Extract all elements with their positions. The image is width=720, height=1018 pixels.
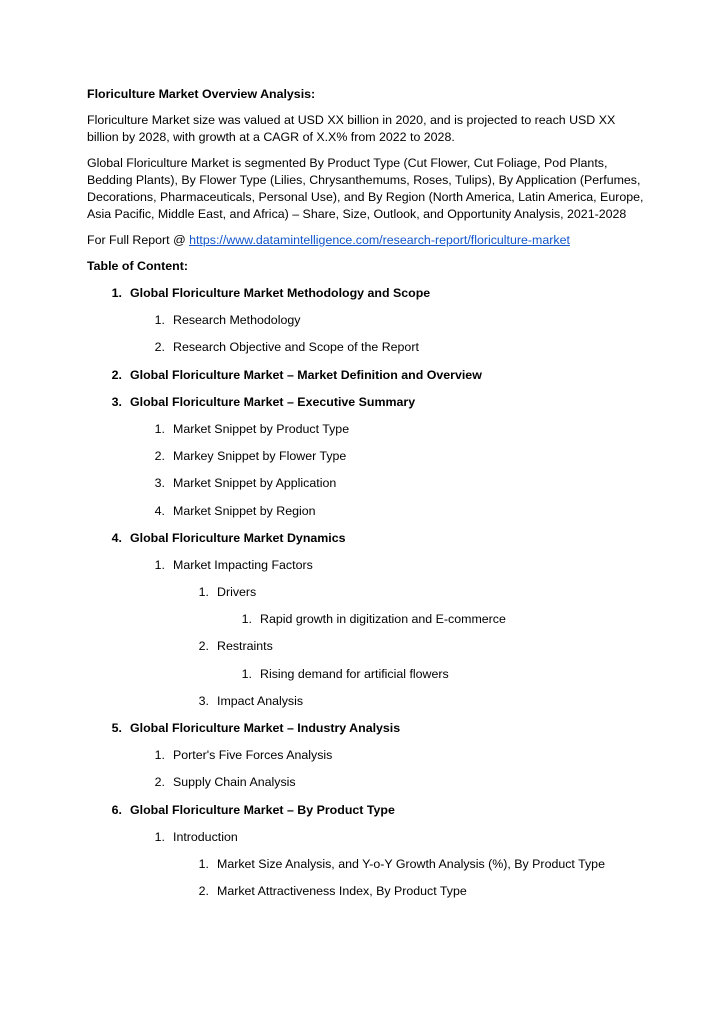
toc-item [87, 883, 647, 910]
toc-item-number: 1. [154, 829, 165, 844]
toc-item-text: Research Objective and Scope of the Report [173, 340, 419, 355]
toc-row [87, 693, 647, 720]
toc-item-number: 2. [198, 639, 209, 654]
toc-item-text: Global Floriculture Market – By Product Type [130, 802, 395, 817]
toc-item-number: 5. [111, 721, 122, 735]
toc-item-number: 3. [154, 476, 165, 491]
toc-item-text: Markey Snippet by Flower Type [173, 449, 347, 464]
toc-item-number: 1. [198, 856, 209, 871]
toc-item [87, 312, 647, 339]
toc-item [87, 747, 647, 774]
toc-item-text: Global Floriculture Market – Industry Analysis [130, 721, 401, 735]
toc-row [87, 339, 647, 366]
toc-item-number: 1. [154, 557, 165, 572]
table-of-contents [87, 285, 647, 910]
toc-row [87, 448, 647, 475]
toc-row [87, 666, 647, 693]
toc-item [87, 475, 647, 502]
toc-item [87, 829, 647, 856]
toc-item [87, 720, 647, 747]
toc-item-number: 2. [154, 775, 165, 790]
toc-item-text: Impact Analysis [217, 693, 304, 708]
toc-item-text: Drivers [217, 585, 257, 600]
toc-item-number: 3. [198, 693, 209, 708]
toc-row [87, 475, 647, 502]
toc-item [87, 802, 647, 829]
toc-item-text: Research Methodology [173, 313, 301, 328]
toc-item-text: Rising demand for artificial flowers [260, 666, 449, 681]
toc-item-number: 4. [111, 530, 122, 545]
toc-item-text: Market Snippet by Product Type [173, 421, 350, 436]
toc-item-number: 1. [154, 748, 165, 763]
toc-item-text: Global Floriculture Market – Executive Summary [130, 394, 416, 409]
toc-item-number: 1. [154, 313, 165, 328]
toc-item [87, 557, 647, 584]
toc-item-text: Supply Chain Analysis [173, 775, 296, 790]
toc-row [87, 883, 647, 910]
toc-item-text: Market Impacting Factors [173, 557, 313, 572]
toc-item-number: 2. [154, 340, 165, 355]
full-report-link[interactable]: https://www.datamintelligence.com/research-report/floriculture-market [189, 233, 570, 247]
toc-row [87, 394, 647, 421]
toc-item-number: 1. [198, 585, 209, 600]
toc-item [87, 666, 647, 693]
segmentation-paragraph: Global Floriculture Market is segmented By Product Type (Cut Flower, Cut Foliage, Pod Plants, Bedding Plants), By Flower Type (Lilies, Chrysanthemums, Roses, Tulips), By Application (Perfumes, Decorations, Pharmaceuticals, Personal Use), and By Region (North America, Latin America, Europe, Asia Pacific, Middle East, and Africa) – Share, Size, Outlook, and Opportunity Analysis, 2021-2028 [87, 156, 644, 221]
toc-row [87, 802, 647, 829]
document-body [87, 86, 647, 910]
toc-item [87, 584, 647, 611]
toc-row [87, 367, 647, 394]
toc-row [87, 530, 647, 557]
toc-item [87, 638, 647, 665]
toc-row [87, 747, 647, 774]
toc-row [87, 584, 647, 611]
toc-item-number: 2. [198, 884, 209, 899]
market-size-paragraph: Floriculture Market size was valued at USD XX billion in 2020, and is projected to reach USD XX billion by 2028, with growth at a CAGR of X.X% from 2022 to 2028. [87, 113, 616, 144]
toc-item-text: Global Floriculture Market Methodology and Scope [130, 286, 431, 300]
toc-row [87, 611, 647, 638]
toc-item-text: Restraints [217, 639, 273, 654]
toc-row [87, 638, 647, 665]
toc-row [87, 312, 647, 339]
toc-row [87, 503, 647, 530]
toc-item-text: Market Size Analysis, and Y-o-Y Growth Analysis (%), By Product Type [217, 856, 605, 871]
toc-row [87, 421, 647, 448]
toc-item-text: Market Snippet by Region [173, 503, 316, 518]
full-report-line [87, 232, 647, 249]
toc-item-number: 2. [111, 367, 122, 382]
toc-item-number: 1. [154, 421, 165, 436]
toc-item [87, 448, 647, 475]
toc-title: Table of Content: [87, 259, 188, 273]
toc-item-text: Global Floriculture Market Dynamics [130, 530, 346, 545]
toc-item-number: 6. [111, 802, 122, 817]
toc-item-text: Market Snippet by Application [173, 476, 337, 491]
toc-item-number: 4. [154, 503, 165, 518]
toc-row [87, 829, 647, 856]
toc-item-text: Market Attractiveness Index, By Product Type [217, 884, 467, 899]
toc-item [87, 285, 647, 312]
toc-row [87, 285, 647, 312]
toc-item [87, 774, 647, 801]
toc-item [87, 856, 647, 883]
document-title: Floriculture Market Overview Analysis: [87, 87, 316, 101]
toc-row [87, 774, 647, 801]
toc-item [87, 394, 647, 421]
toc-item [87, 530, 647, 557]
toc-item-number: 2. [154, 449, 165, 464]
toc-item-number: 1. [111, 286, 122, 300]
toc-row [87, 720, 647, 747]
toc-item-number: 1. [241, 666, 252, 681]
toc-item-text: Porter's Five Forces Analysis [173, 748, 333, 763]
toc-item [87, 693, 647, 720]
toc-item-number: 1. [241, 612, 252, 627]
toc-item-text: Introduction [173, 829, 238, 844]
toc-row [87, 557, 647, 584]
toc-item [87, 611, 647, 638]
full-report-prefix: For Full Report @ [87, 233, 190, 247]
toc-item [87, 367, 647, 394]
toc-item [87, 421, 647, 448]
toc-item-number: 3. [111, 394, 122, 409]
toc-item [87, 339, 647, 366]
toc-item-text: Global Floriculture Market – Market Definition and Overview [130, 367, 482, 382]
toc-row [87, 856, 647, 883]
toc-item [87, 503, 647, 530]
toc-item-text: Rapid growth in digitization and E-commerce [260, 612, 506, 627]
